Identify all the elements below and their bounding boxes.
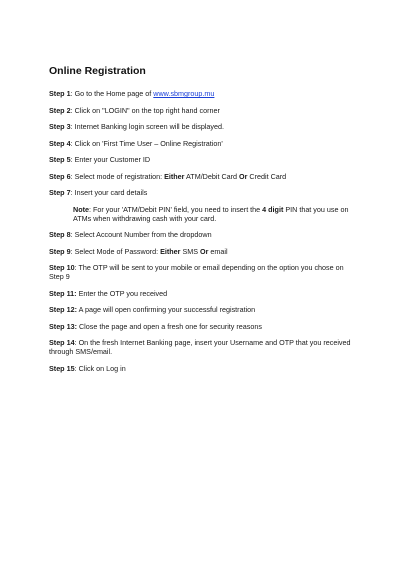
step-10 xyxy=(49,263,356,281)
step-label: Step 9 xyxy=(49,246,71,256)
step-text: Internet Banking login screen will be displayed. xyxy=(74,122,225,131)
step-14 xyxy=(49,338,356,356)
step-text: Click on Log in xyxy=(78,363,126,373)
step-separator: : xyxy=(70,230,75,239)
step-label: Step 8 xyxy=(49,230,71,239)
emphasis-either: Either xyxy=(160,246,181,256)
step-separator: : xyxy=(74,338,79,347)
step-text: Select mode of registration: xyxy=(74,171,165,181)
note-text: PIN that you use on ATMs when withdrawing cash with your card. xyxy=(73,204,349,223)
step-separator: : xyxy=(70,246,75,256)
step-label: Step 10 xyxy=(49,263,75,272)
step-label: Step 15 xyxy=(49,363,75,373)
note-text: : For your 'ATM/Debit PIN' field, you need to insert the xyxy=(88,204,263,214)
step-label: Step 14 xyxy=(49,338,75,347)
step-text: Click on 'First Time User – Online Registration' xyxy=(74,138,223,148)
step-separator: : xyxy=(70,105,75,115)
step-label: Step 5 xyxy=(49,155,71,164)
step-separator: : xyxy=(70,155,75,164)
step-8 xyxy=(49,230,356,239)
step-separator: : xyxy=(74,363,79,373)
step-separator: : xyxy=(70,188,75,197)
step-text: The OTP will be sent to your mobile or email depending on the option you chose on Step 9 xyxy=(49,263,344,281)
step-text: Credit Card xyxy=(247,171,287,181)
step-text: Go to the Home page of xyxy=(74,89,154,98)
step-1 xyxy=(49,89,356,98)
step-2 xyxy=(49,106,356,115)
step-separator: : xyxy=(70,171,75,181)
step-label: Step 3 xyxy=(49,122,71,131)
note-emphasis: 4 digit xyxy=(262,204,284,214)
step-text: A page will open confirming your successful registration xyxy=(78,305,256,314)
pin-note xyxy=(49,205,356,223)
step-text: Click on "LOGIN" on the top right hand corner xyxy=(74,105,220,115)
step-label: Step 7 xyxy=(49,188,71,197)
step-separator: : xyxy=(74,263,79,272)
step-label: Step 13: xyxy=(49,321,77,331)
step-label: Step 4 xyxy=(49,138,71,148)
step-text: Close the page and open a fresh one for security reasons xyxy=(78,321,262,331)
step-separator: : xyxy=(70,122,75,131)
steps-list xyxy=(49,89,356,373)
step-12 xyxy=(49,305,356,314)
step-5 xyxy=(49,155,356,164)
step-13 xyxy=(49,322,356,331)
step-text: Insert your card details xyxy=(74,188,148,197)
emphasis-or: Or xyxy=(200,246,209,256)
step-separator: : xyxy=(70,138,75,148)
step-text: ATM/Debit Card xyxy=(184,171,240,181)
step-text: Enter your Customer ID xyxy=(74,155,151,164)
step-text: Select Mode of Password: xyxy=(74,246,161,256)
step-label: Step 11: xyxy=(49,288,77,298)
step-text: On the fresh Internet Banking page, insert your Username and OTP that you received through SMS/email. xyxy=(49,338,351,356)
step-3 xyxy=(49,122,356,131)
note-label: Note xyxy=(73,204,89,214)
sbmgroup-link[interactable]: www.sbmgroup.mu xyxy=(153,89,215,98)
step-11 xyxy=(49,289,356,298)
step-text: Select Account Number from the dropdown xyxy=(74,230,212,239)
step-separator: : xyxy=(70,89,75,98)
step-9 xyxy=(49,247,356,256)
step-15 xyxy=(49,364,356,373)
step-text: email xyxy=(208,246,228,256)
emphasis-or: Or xyxy=(239,171,248,181)
emphasis-either: Either xyxy=(164,171,185,181)
step-label: Step 12: xyxy=(49,305,77,314)
step-7 xyxy=(49,188,356,197)
step-text: Enter the OTP you received xyxy=(78,288,168,298)
step-6 xyxy=(49,172,356,181)
step-text: SMS xyxy=(180,246,201,256)
step-label: Step 1 xyxy=(49,89,71,98)
step-label: Step 2 xyxy=(49,105,71,115)
page-title: Online Registration xyxy=(49,65,146,77)
step-4 xyxy=(49,139,356,148)
step-label: Step 6 xyxy=(49,171,71,181)
